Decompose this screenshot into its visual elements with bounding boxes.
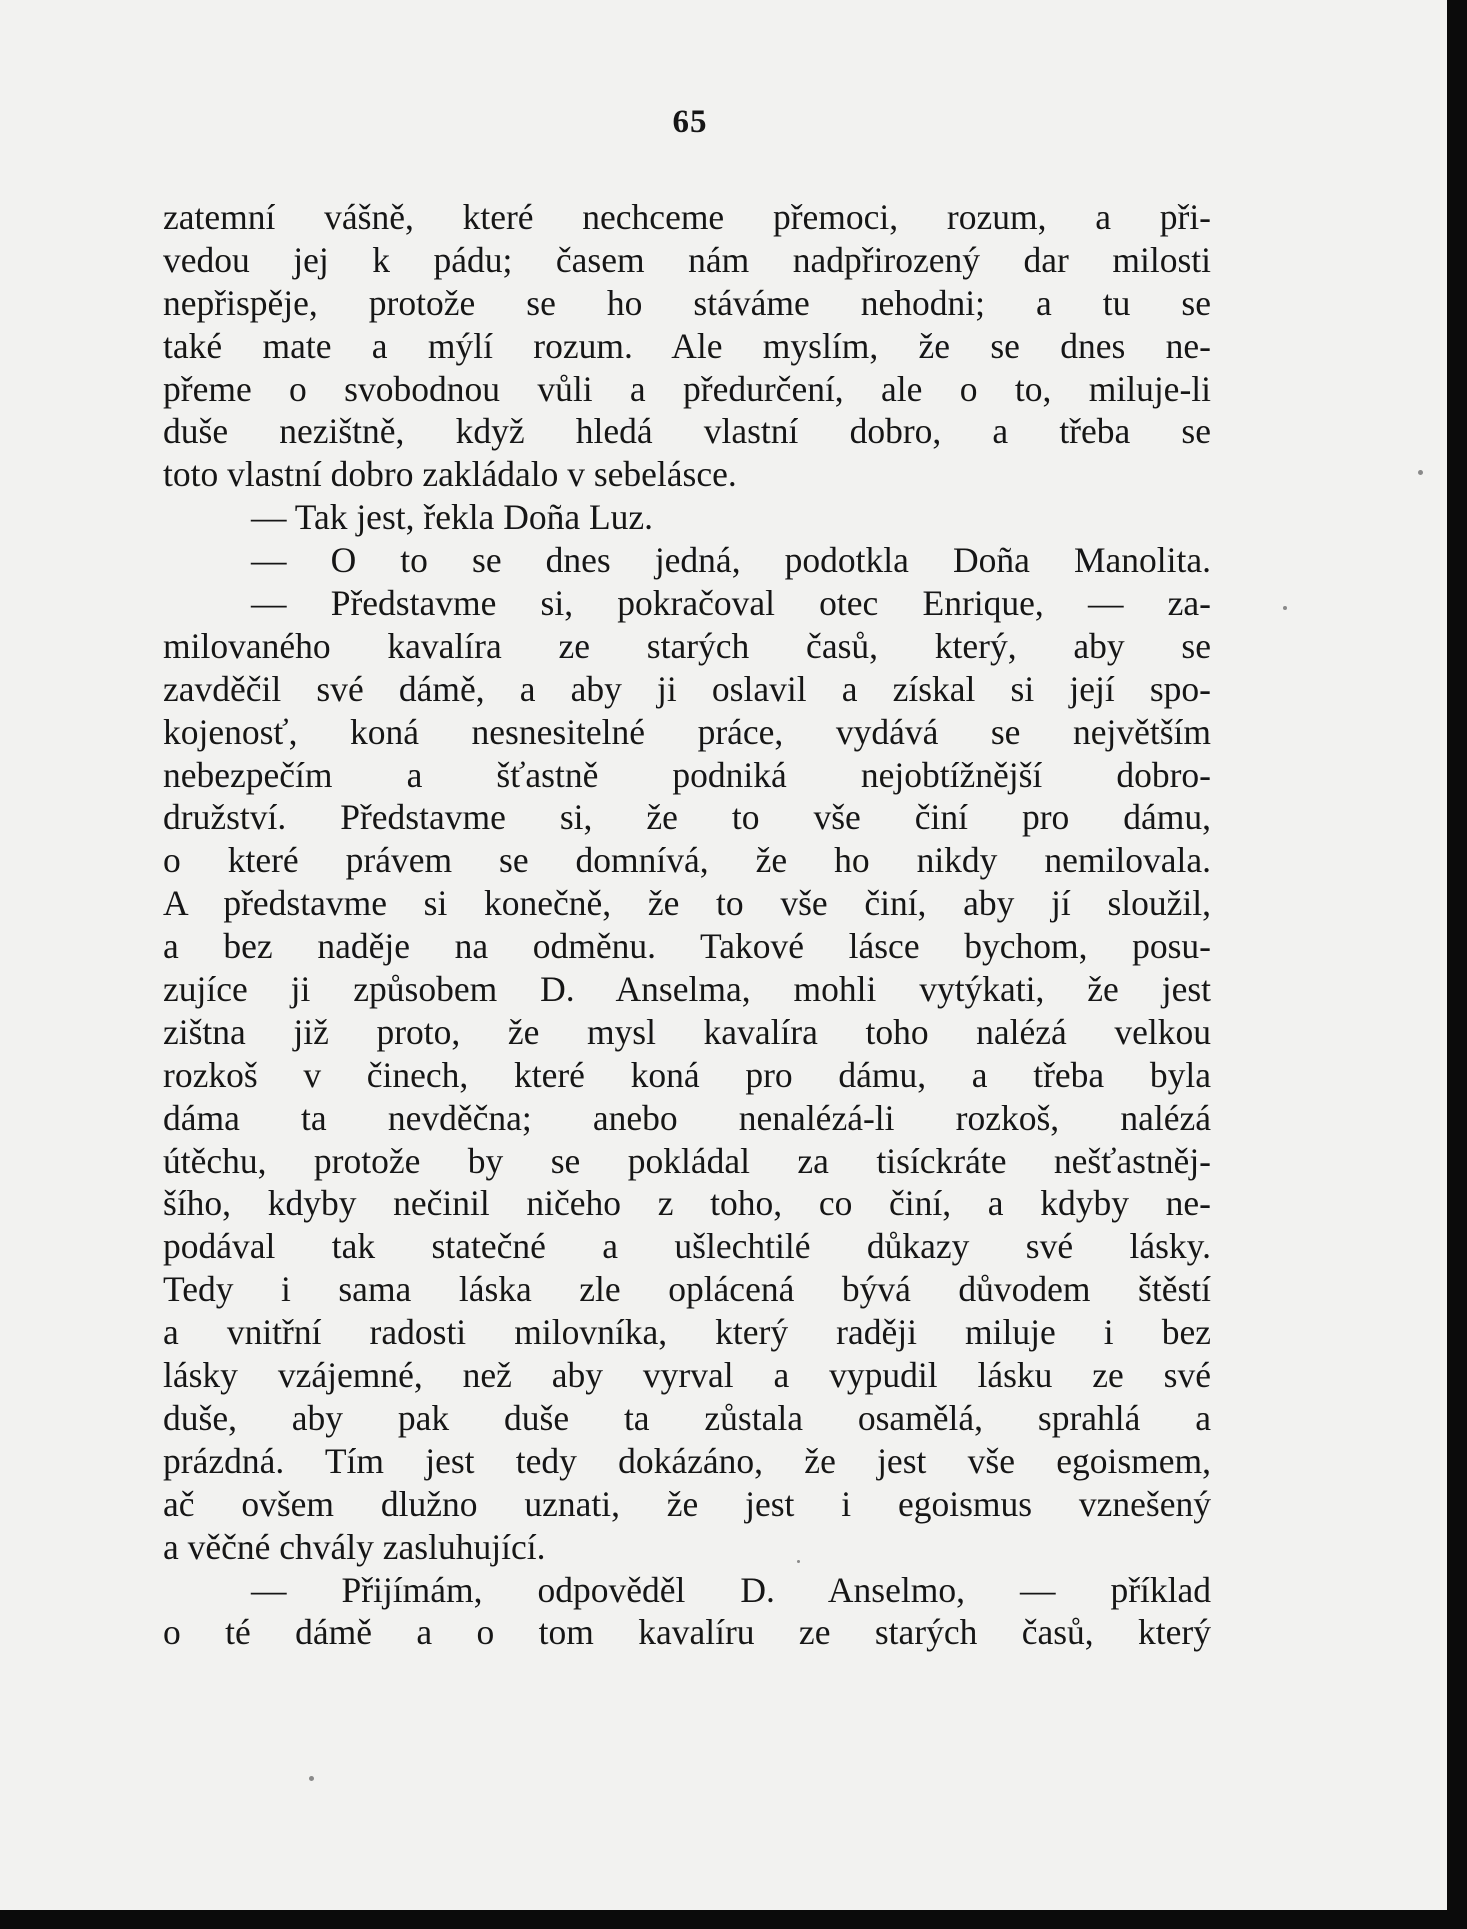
text-line: přeme o svobodnou vůli a předurčení, ale o to, miluje-li	[163, 368, 1211, 409]
text-line: také mate a mýlí rozum. Ale myslím, že se dnes ne-	[163, 325, 1211, 366]
text-line: kojenosť, koná nesnesitelné práce, vydává se největším	[163, 711, 1211, 752]
text-line: útěchu, protože by se pokládal za tisíckráte nešťastněj-	[163, 1140, 1211, 1181]
text-line: milovaného kavalíra ze starých časů, který, aby se	[163, 625, 1211, 666]
text-line: zatemní vášně, které nechceme přemoci, rozum, a při-	[163, 197, 1211, 237]
text-line: lásky vzájemné, než aby vyrval a vypudil lásku ze své	[163, 1355, 1211, 1396]
text-line: A představme si konečně, že to vše činí, aby jí sloužil,	[163, 883, 1211, 924]
text-line: duše, aby pak duše ta zůstala osamělá, sprahlá a	[163, 1397, 1211, 1438]
text-line: zujíce ji způsobem D. Anselma, mohli vytýkati, že jest	[163, 969, 1211, 1010]
text-line: vedou jej k pádu; časem nám nadpřirozený dar milosti	[163, 239, 1211, 280]
text-line: šího, kdyby nečinil ničeho z toho, co činí, a kdyby ne-	[163, 1183, 1211, 1224]
speck	[1283, 606, 1287, 610]
text-line: družství. Představme si, že to vše činí pro dámu,	[163, 797, 1211, 838]
text-line: — O to se dnes jedná, podotkla Doña Manolita.	[251, 540, 1211, 581]
text-line: toto vlastní dobro zakládalo v sebelásce.	[163, 454, 737, 495]
speck	[309, 1776, 314, 1781]
text-line: a vnitřní radosti milovníka, který raději miluje i bez	[163, 1312, 1211, 1353]
text-line: nebezpečím a šťastně podniká nejobtížnější dobro-	[163, 754, 1211, 795]
text-line: podával tak statečné a ušlechtilé důkazy své lásky.	[163, 1226, 1211, 1267]
text-line: prázdná. Tím jest tedy dokázáno, že jest vše egoismem,	[163, 1440, 1211, 1481]
text-line: — Představme si, pokračoval otec Enrique, — za-	[251, 583, 1211, 624]
text-line: o které právem se domnívá, že ho nikdy nemilovala.	[163, 840, 1211, 881]
text-line: o té dámě a o tom kavalíru ze starých časů, který	[163, 1612, 1211, 1653]
text-line: — Přijímám, odpověděl D. Anselmo, — příklad	[251, 1569, 1211, 1610]
text-line: — Tak jest, řekla Doña Luz.	[251, 497, 654, 538]
speck	[797, 1560, 800, 1563]
text-line: nepřispěje, protože se ho stáváme nehodni; a tu se	[163, 282, 1211, 323]
text-line: zištna již proto, že mysl kavalíra toho nalézá velkou	[163, 1011, 1211, 1052]
body-text	[163, 196, 1211, 1654]
speck	[1418, 470, 1423, 475]
text-line: duše nezištně, když hledá vlastní dobro, a třeba se	[163, 411, 1211, 452]
text-line: ač ovšem dlužno uznati, že jest i egoismus vznešený	[163, 1483, 1211, 1524]
text-line: zavděčil své dámě, a aby ji oslavil a získal si její spo-	[163, 668, 1211, 709]
text-line: Tedy i sama láska zle oplácená bývá důvodem štěstí	[163, 1269, 1211, 1310]
text-line: a bez naděje na odměnu. Takové lásce bychom, posu-	[163, 926, 1211, 967]
text-line: dáma ta nevděčna; anebo nenalézá-li rozkoš, nalézá	[163, 1097, 1211, 1138]
page-number: 65	[672, 104, 708, 140]
text-line: a věčné chvály zasluhující.	[163, 1526, 546, 1567]
text-line: rozkoš v činech, které koná pro dámu, a třeba byla	[163, 1054, 1211, 1095]
